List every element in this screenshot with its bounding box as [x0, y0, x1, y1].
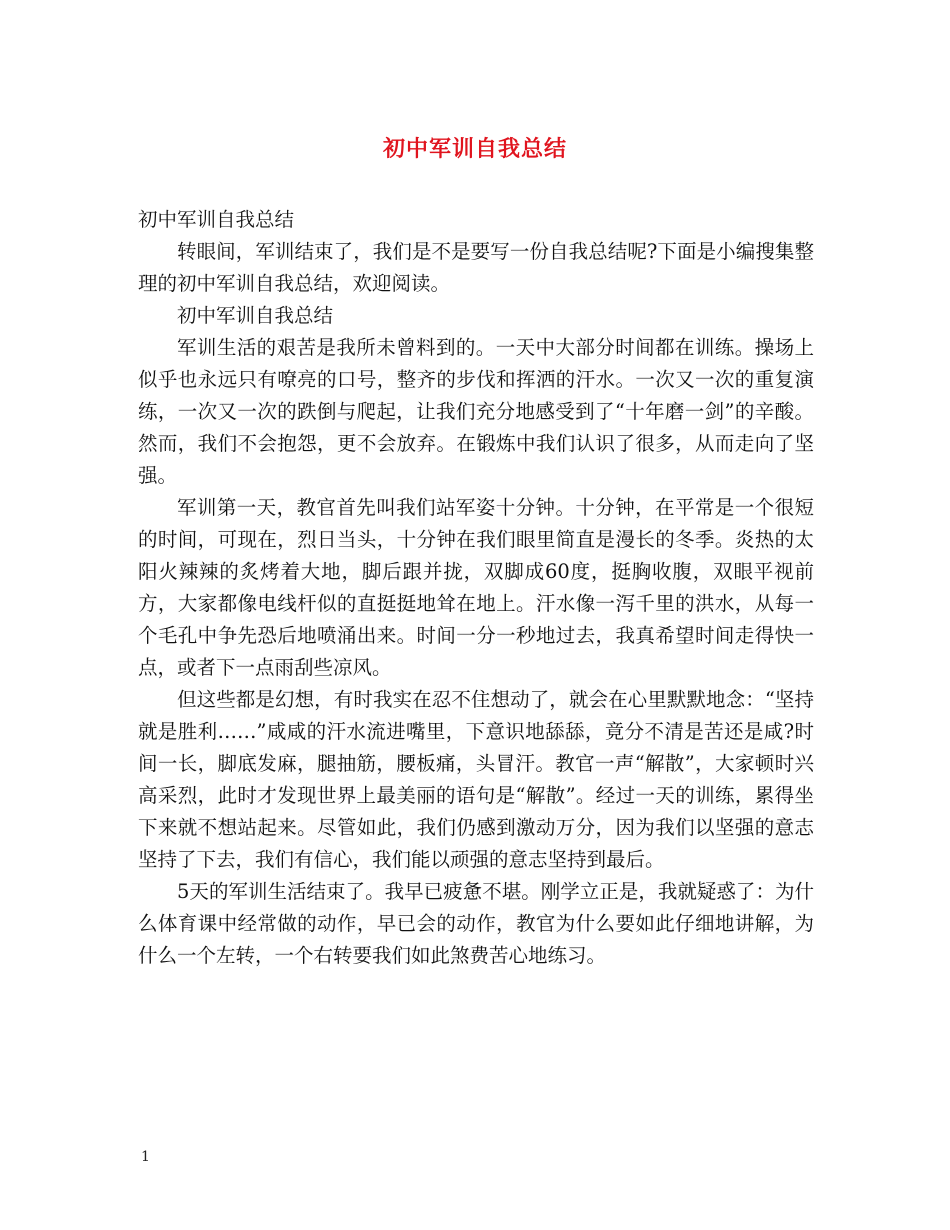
subtitle-paragraph: 初中军训自我总结: [138, 208, 295, 231]
document-title: 初中军训自我总结: [382, 136, 567, 162]
body-paragraph: 但这些都是幻想，有时我实在忍不住想动了，就会在心里默默地念：“坚持就是胜利……”咸咸的汗水流进嘴里，下意识地舔舔，竟分不清是苦还是咸?时间一长，脚底发麻，腿抽筋，腰板痛，头冒汗。教官一声“解散”，大家顿时兴高采烈，此时才发现世界上最美丽的语句是“解散”。经过一天的训练，累得坐下来就不想站起来。尽管如此，我们仍感到激动万分，因为我们以坚强的意志坚持了下去，我们有信心，我们能以顽强的意志坚持到最后。: [138, 688, 814, 871]
body-paragraph: 5天的军训生活结束了。我早已疲惫不堪。刚学立正是，我就疑惑了：为什么体育课中经常做的动作，早已会的动作，教官为什么要如此仔细地讲解，为什么一个左转，一个右转要我们如此煞费苦心地练习。: [138, 880, 814, 967]
page-number: 1: [141, 1149, 150, 1165]
body-paragraph: 军训第一天，教官首先叫我们站军姿十分钟。十分钟，在平常是一个很短的时间，可现在，烈日当头，十分钟在我们眼里简直是漫长的冬季。炎热的太阳火辣辣的炙烤着大地，脚后跟并拢，双脚成60度，挺胸收腹，双眼平视前方，大家都像电线杆似的直挺挺地耸在地上。汗水像一泻千里的洪水，从每一个毛孔中争先恐后地喷涌出来。时间一分一秒地过去，我真希望时间走得快一点，或者下一点雨刮些凉风。: [138, 496, 814, 679]
body-paragraph: 军训生活的艰苦是我所未曾料到的。一天中大部分时间都在训练。操场上似乎也永远只有嘹亮的口号，整齐的步伐和挥洒的汗水。一次又一次的重复演练，一次又一次的跌倒与爬起，让我们充分地感受到了“十年磨一剑”的辛酸。然而，我们不会抱怨，更不会放弃。在锻炼中我们认识了很多，从而走向了坚强。: [138, 336, 814, 487]
section-heading-paragraph: 初中军训自我总结: [177, 304, 334, 327]
intro-paragraph: 转眼间，军训结束了，我们是不是要写一份自我总结呢?下面是小编搜集整理的初中军训自我总结，欢迎阅读。: [138, 240, 814, 295]
document-body: [138, 204, 814, 972]
